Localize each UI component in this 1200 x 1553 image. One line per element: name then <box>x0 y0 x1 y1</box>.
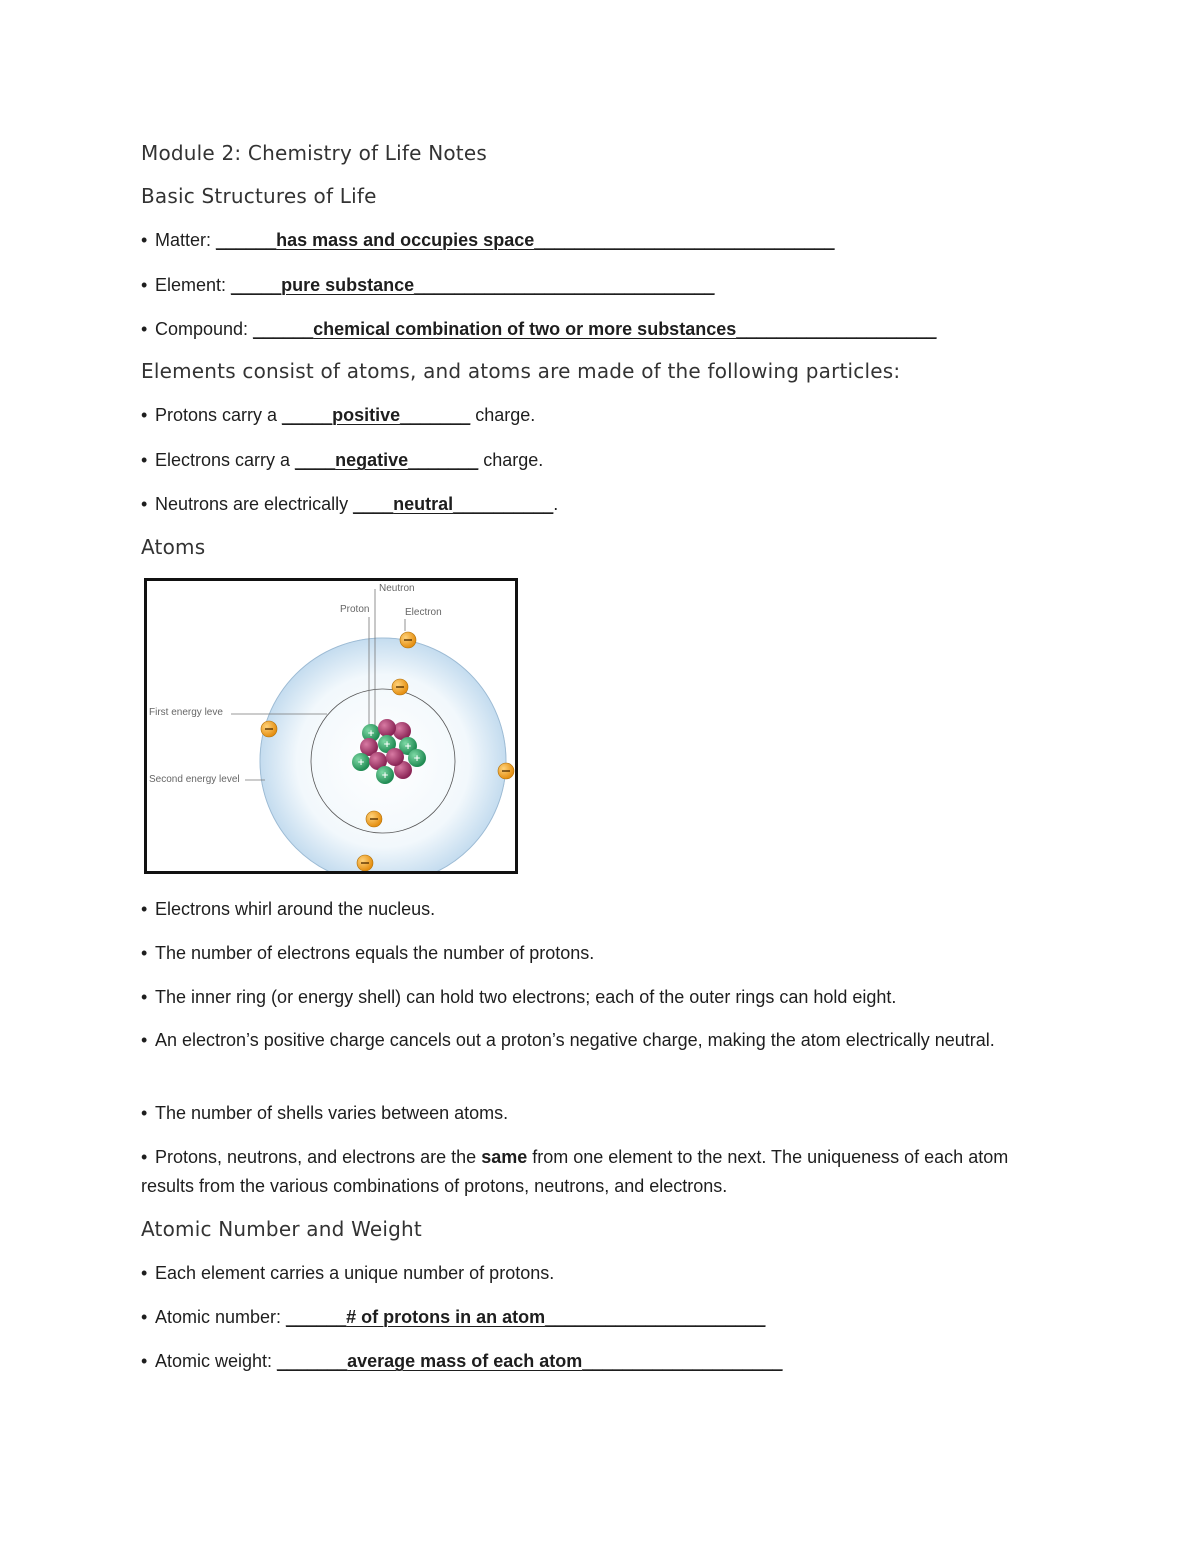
atoms-bullet-2: • The number of electrons equals the number of protons. <box>141 943 595 963</box>
answer-electrons: negative <box>335 450 409 470</box>
fill-in-protons: • Protons carry a _____positive_______ charge. <box>141 405 536 425</box>
svg-text:+: + <box>367 729 375 739</box>
label-electron: Electron <box>405 607 442 618</box>
label-proton: Proton <box>340 604 370 615</box>
fill-in-matter: • Matter: ______has mass and occupies space______________________________ <box>141 230 835 250</box>
svg-text:+: + <box>383 740 391 750</box>
fill-in-compound: • Compound: ______chemical combination of two or more substances____________________ <box>141 319 937 339</box>
atoms-bullet-5: • The number of shells varies between atoms. <box>141 1103 509 1123</box>
answer-matter: has mass and occupies space <box>276 230 535 250</box>
answer-compound: chemical combination of two or more substances <box>313 319 737 339</box>
fill-in-element: • Element: _____pure substance______________________________ <box>141 275 715 295</box>
fill-in-electrons: • Electrons carry a ____negative_______ charge. <box>141 450 544 470</box>
answer-element: pure substance <box>281 275 415 295</box>
section-heading-particles: Elements consist of atoms, and atoms are made of the following particles: <box>141 359 901 383</box>
fill-in-atomic-number: • Atomic number: ______# of protons in an atom______________________ <box>141 1307 766 1327</box>
proton <box>378 719 396 737</box>
svg-text:+: + <box>413 754 421 764</box>
atoms-bullet-4: • An electron’s positive charge cancels out a proton’s negative charge, making the atom electrically neutral. <box>141 1030 995 1050</box>
answer-atomic-number: # of protons in an atom <box>346 1307 546 1327</box>
page-title: Module 2: Chemistry of Life Notes <box>141 141 487 165</box>
fill-in-neutrons: • Neutrons are electrically ____neutral__________. <box>141 494 559 514</box>
section-heading-atoms: Atoms <box>141 535 206 559</box>
answer-neutrons: neutral <box>393 494 454 514</box>
fill-in-atomic-weight: • Atomic weight: _______average mass of each atom____________________ <box>141 1351 783 1371</box>
svg-text:+: + <box>357 758 365 768</box>
atom-diagram-svg <box>147 581 515 871</box>
atomic-bullet-unique: • Each element carries a unique number of protons. <box>141 1263 555 1283</box>
label-neutron: Neutron <box>379 583 415 594</box>
atoms-bullet-3: • The inner ring (or energy shell) can hold two electrons; each of the outer rings can hold eight. <box>141 987 897 1007</box>
atom-diagram <box>144 578 518 874</box>
answer-atomic-weight: average mass of each atom <box>347 1351 583 1371</box>
proton <box>386 748 404 766</box>
section-heading-atomic-number: Atomic Number and Weight <box>141 1217 422 1241</box>
section-heading-basic-structures: Basic Structures of Life <box>141 184 377 208</box>
label-first-energy-level: First energy leve <box>149 707 223 718</box>
svg-text:+: + <box>381 771 389 781</box>
atoms-bullet-1: • Electrons whirl around the nucleus. <box>141 899 436 919</box>
label-second-energy-level: Second energy level <box>149 774 240 785</box>
answer-protons: positive <box>332 405 401 425</box>
atoms-bullet-6: • Protons, neutrons, and electrons are the same from one element to the next. The uniqueness of each atom results from the various combinations of protons, neutrons, and electrons. <box>141 1147 1009 1196</box>
svg-text:+: + <box>404 742 412 752</box>
